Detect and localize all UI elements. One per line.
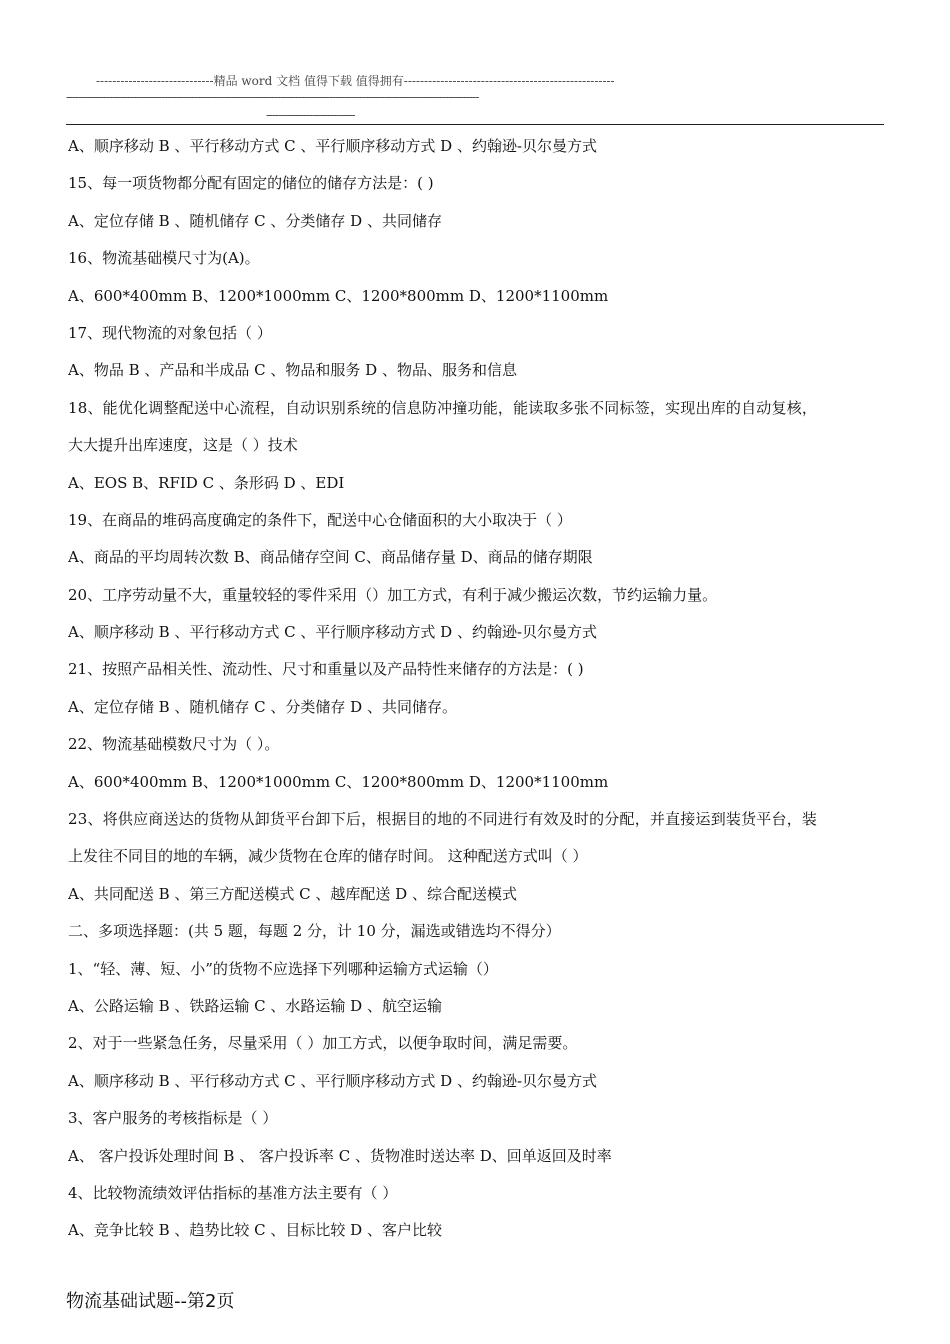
header-dash-line-short: ----------------------------- <box>266 108 355 122</box>
question-line: 21、按照产品相关性、流动性、尺寸和重量以及产品特性来储存的方法是：( ) <box>68 660 584 679</box>
option-line: A、物品 B 、产品和半成品 C 、物品和服务 D 、物品、服务和信息 <box>68 361 517 380</box>
header-watermark-line: -----------------------------精品 word 文档 值得下载 值得拥有---------------------------------------------------- <box>96 74 615 88</box>
option-line: A、定位存储 B 、随机储存 C 、分类储存 D 、共同储存 <box>68 211 442 230</box>
question-line: 19、在商品的堆码高度确定的条件下，配送中心仓储面积的大小取决于（ ） <box>68 510 572 529</box>
header-rule <box>66 124 884 125</box>
question-line: 16、物流基础模尺寸为(A)。 <box>68 249 260 268</box>
option-line: A、公路运输 B 、铁路运输 C 、水路运输 D 、航空运输 <box>68 996 442 1015</box>
question-line: 4、比较物流绩效评估指标的基准方法主要有（ ） <box>68 1183 398 1202</box>
question-line: 17、现代物流的对象包括（ ） <box>68 323 272 342</box>
option-line: A、EOS B、RFID C 、条形码 D 、EDI <box>68 473 345 492</box>
option-line: A、共同配送 B 、第三方配送模式 C 、越库配送 D 、综合配送模式 <box>68 884 517 903</box>
page-footer: 物流基础试题--第2页 <box>66 1291 235 1312</box>
question-line-cont: 大大提升出库速度，这是（ ）技术 <box>68 436 298 455</box>
option-line: A、600*400mm B、1200*1000mm C、1200*800mm D、1200*1100mm <box>68 772 609 791</box>
question-line: 1、“轻、薄、短、小”的货物不应选择下列哪种运输方式运输（） <box>68 959 498 978</box>
question-line: 18、能优化调整配送中心流程，自动识别系统的信息防冲撞功能，能读取多张不同标签，实现出库的自动复核， <box>68 398 818 417</box>
option-line: A、600*400mm B、1200*1000mm C、1200*800mm D、1200*1100mm <box>68 286 609 305</box>
text-line: A、顺序移动 B 、平行移动方式 C 、平行顺序移动方式 D 、约翰逊-贝尔曼方式 <box>68 137 598 155</box>
question-line: 22、物流基础模数尺寸为（ ）。 <box>68 735 280 754</box>
option-line: A、商品的平均周转次数 B、商品储存空间 C、商品储存量 D、商品的储存期限 <box>68 548 593 567</box>
question-line: 2、对于一些紧急任务，尽量采用（ ）加工方式，以便争取时间，满足需要。 <box>68 1034 578 1053</box>
section-heading: 二、多项选择题：(共 5 题，每题 2 分，计 10 分，漏选或错选均不得分） <box>68 922 561 941</box>
document-body <box>68 131 884 1253</box>
question-line-cont: 上发往不同目的地的车辆，减少货物在仓库的储存时间。 这种配送方式叫（ ） <box>68 847 588 866</box>
question-line: 15、每一项货物都分配有固定的储位的储存方法是：( ) <box>68 174 434 193</box>
question-line: 3、客户服务的考核指标是（ ） <box>68 1109 278 1128</box>
option-line: A、竞争比较 B 、趋势比较 C 、目标比较 D 、客户比较 <box>68 1221 442 1240</box>
option-line: A、定位存储 B 、随机储存 C 、分类储存 D 、共同储存。 <box>68 697 457 716</box>
question-line: 20、工序劳动量不大，重量较轻的零件采用（）加工方式，有利于减少搬运次数，节约运输力量。 <box>68 585 718 604</box>
option-line: A、顺序移动 B 、平行移动方式 C 、平行顺序移动方式 D 、约翰逊-贝尔曼方式 <box>68 623 598 642</box>
option-line: A、顺序移动 B 、平行移动方式 C 、平行顺序移动方式 D 、约翰逊-贝尔曼方式 <box>68 1071 598 1090</box>
header-dash-line: --------------------------------------------------------------------------------------------------------------------------------------- <box>66 90 479 104</box>
option-line: A、 客户投诉处理时间 B 、 客户投诉率 C 、货物准时送达率 D、回单返回及时率 <box>68 1146 612 1165</box>
question-line: 23、将供应商送达的货物从卸货平台卸下后，根据目的地的不同进行有效及时的分配，并直接运到装货平台，装 <box>68 810 818 829</box>
